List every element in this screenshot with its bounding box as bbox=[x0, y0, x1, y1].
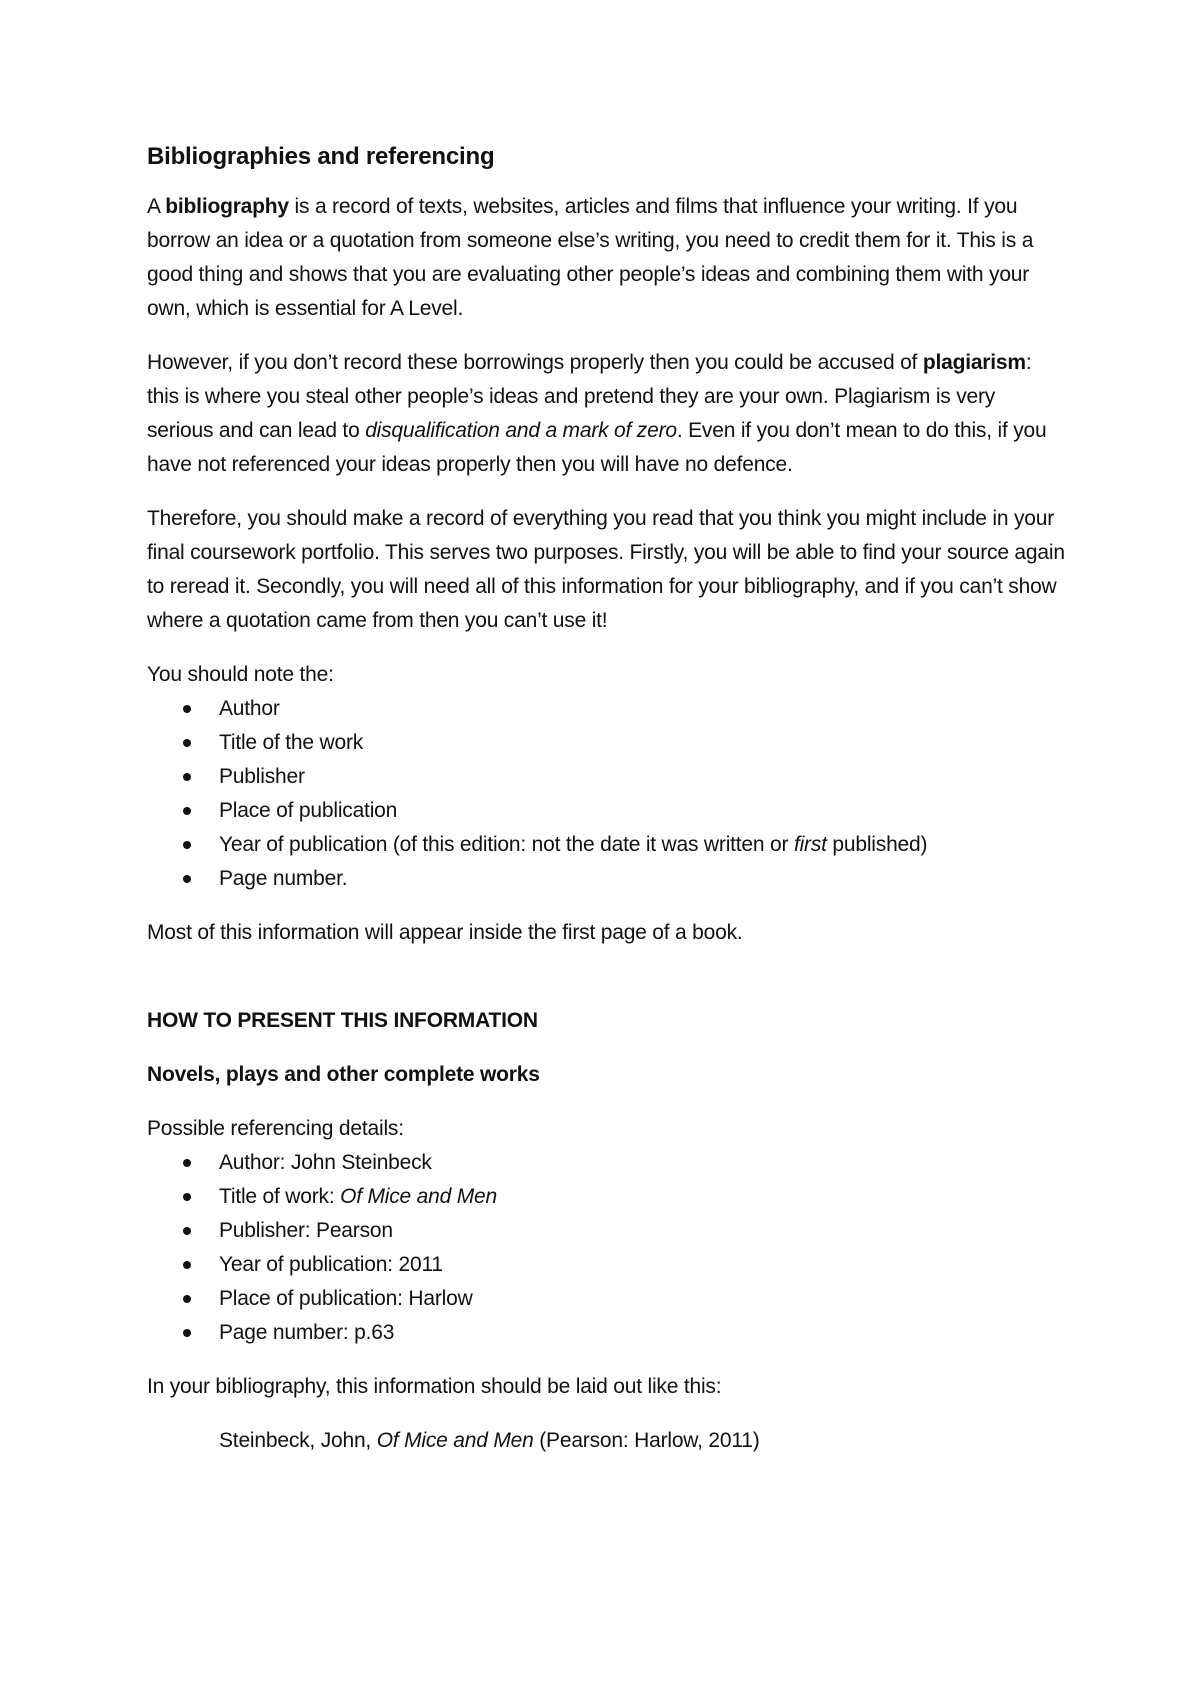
spacer bbox=[147, 970, 1067, 1004]
list-item: Author: John Steinbeck bbox=[147, 1146, 1067, 1180]
term-plagiarism: plagiarism bbox=[922, 351, 1026, 374]
list-item: Page number: p.63 bbox=[147, 1316, 1067, 1350]
text: is a record of texts, websites, articles and films that influence your writing. If you borrow an idea or a quotation from someone else’s writing, you need to credit them for it. This is a good thing and shows that you are evaluating other people’s ideas and combining them with your own, which is essential for A Level. bbox=[147, 195, 1034, 320]
section-heading-text: HOW TO PRESENT THIS INFORMATION bbox=[147, 1009, 538, 1032]
list-item: Publisher: Pearson bbox=[147, 1214, 1067, 1248]
text: : this is where you steal other people’s ideas and pretend they are your own. Plagiarism is very serious and can lead to bbox=[147, 351, 1032, 442]
emphasis-text: disqualification and a mark of zero bbox=[365, 419, 677, 442]
paragraph-record-everything: Therefore, you should make a record of everything you read that you think you might include in your final coursework portfolio. This serves two purposes. Firstly, you will be able to find your source again to reread it. Secondly, you will need all of this information for your bibliography, and if you can’t show where a quotation came from then you can’t use it! bbox=[147, 507, 1065, 632]
bibliography-example bbox=[147, 1424, 1067, 1458]
layout-intro: In your bibliography, this information should be laid out like this: bbox=[147, 1375, 722, 1398]
list-item: Place of publication: Harlow bbox=[147, 1282, 1067, 1316]
text: A bbox=[147, 195, 166, 218]
details-intro: Possible referencing details: bbox=[147, 1117, 404, 1140]
term-bibliography: bibliography bbox=[165, 195, 289, 218]
list-item bbox=[147, 828, 1067, 862]
text: published) bbox=[826, 833, 928, 856]
text: However, if you don’t record these borrowings properly then you could be accused of bbox=[147, 351, 923, 374]
note-list bbox=[147, 692, 1067, 896]
note-intro: You should note the: bbox=[147, 663, 334, 686]
section-heading bbox=[147, 1004, 1067, 1038]
emphasis-text: Of Mice and Men bbox=[340, 1185, 497, 1208]
emphasis-text: Of Mice and Men bbox=[376, 1429, 534, 1452]
text: Steinbeck, John, bbox=[219, 1429, 377, 1452]
emphasis-text: first bbox=[793, 833, 827, 856]
subheading-text: Novels, plays and other complete works bbox=[147, 1063, 540, 1086]
paragraph-plagiarism bbox=[147, 346, 1067, 482]
list-item: Author bbox=[147, 692, 1067, 726]
subheading bbox=[147, 1058, 1067, 1092]
paragraph-bibliography-definition bbox=[147, 190, 1067, 326]
details-list bbox=[147, 1146, 1067, 1350]
document-page bbox=[147, 140, 1067, 1458]
text: Year of publication (of this edition: not the date it was written or bbox=[219, 833, 794, 856]
text: Title of work: bbox=[219, 1185, 341, 1208]
list-item: Page number. bbox=[147, 862, 1067, 896]
paragraph-first-page: Most of this information will appear inside the first page of a book. bbox=[147, 921, 743, 944]
text: . Even if you don’t mean to do this, if you have not referenced your ideas properly then you will have no defence. bbox=[147, 419, 1047, 476]
list-item: Title of the work bbox=[147, 726, 1067, 760]
list-item bbox=[147, 1180, 1067, 1214]
list-item: Publisher bbox=[147, 760, 1067, 794]
page-title: Bibliographies and referencing bbox=[147, 143, 495, 170]
list-item: Year of publication: 2011 bbox=[147, 1248, 1067, 1282]
list-item: Place of publication bbox=[147, 794, 1067, 828]
text: (Pearson: Harlow, 2011) bbox=[533, 1429, 760, 1452]
